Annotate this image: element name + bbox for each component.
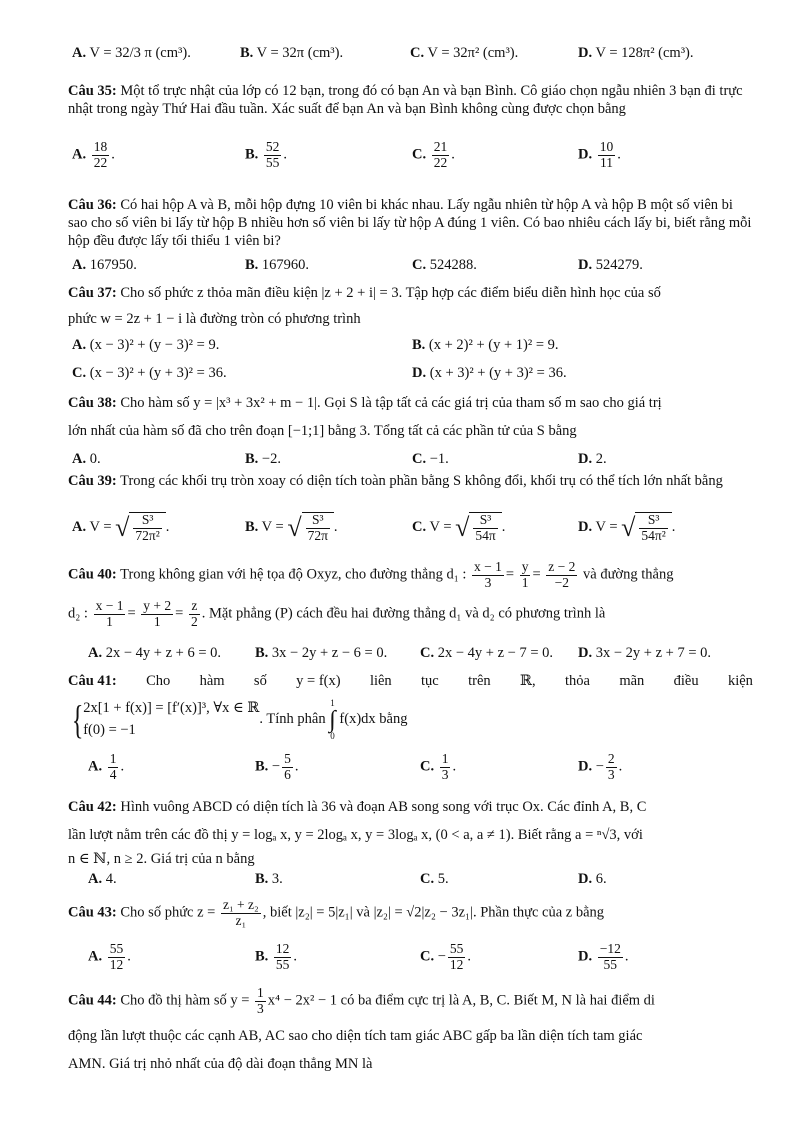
q41-option-b: B. − $\frac{5}{6}$ .	[255, 751, 299, 782]
q36-option-a: A. 167950.	[72, 257, 137, 273]
q44-label: Câu 44:	[68, 992, 117, 1009]
q42-option-b: B. 3.	[255, 871, 283, 887]
q38-line1: Cho hàm số y = |x³ + 3x² + m − 1|. Gọi S là tập tất cả các giá trị của tham số m sao cho giá trị	[120, 395, 662, 411]
q37-label: Câu 37:	[68, 285, 117, 301]
q36-stem	[68, 196, 753, 250]
q36-text: Có hai hộp A và B, mỗi hộp đựng 10 viên bi khác nhau. Lấy ngẫu nhiên từ hộp A và hộp B một số viên bi sao cho số viên bi lấy từ hộp B nhiều hơn số viên bi lấy từ hộp A đúng 1 viên. Có bao nhiêu cách lấy bi, biết rằng mỗi hộp đều được lấy tối thiểu 1 viên bi?	[68, 197, 752, 250]
q35-label: Câu 35:	[68, 83, 117, 99]
q42-label: Câu 42:	[68, 799, 117, 815]
q41-label: Câu 41:	[68, 673, 117, 689]
q43-stem: Câu 43: Cho số phức z = $\frac{\text{z₁ + z₂}}{\text{z₁}}$ , biết |z₂| = 5|z₁| và |z₂| = √2|z₂ − 3z₁|. Phần thực của z bằng	[68, 897, 605, 928]
q39-stem	[68, 472, 753, 490]
q36-option-d: D. 524279.	[578, 257, 643, 273]
q37-options-row1	[0, 336, 793, 360]
q40-option-b: B. 3x − 2y + z − 6 = 0.	[255, 645, 388, 661]
q40-stem: Câu 40: Trong không gian với hệ tọa độ Oxyz, cho đường thẳng d₁ : $\frac{x - 1}{3}$ = $\frac{y}{1}$ = $\frac{z - 2}{-2}$ và đường thẳng d₂ : $\frac{x - 1}{1}$ = $\frac{y + 2}{1}$ = $\frac{z}{2}$ . Mặt phẳng (P) cách đều hai đường thẳng d₁ và d₂ có phương trình là	[68, 559, 674, 629]
q40-label: Câu 40:	[68, 566, 117, 583]
q35-options	[0, 140, 793, 180]
q37-line1: Cho số phức z thỏa mãn điều kiện |z + 2 + i| = 3. Tập hợp các điểm biểu diễn hình học của số	[120, 285, 661, 301]
q40-option-a: A. 2x − 4y + z + 6 = 0.	[88, 645, 222, 661]
q39-option-b: B. V = √ $\frac{\text{S³}}{72\pi}$ .	[245, 512, 338, 543]
q42-stem: Câu 42: Hình vuông ABCD có diện tích là 36 và đoạn AB song song với trục Ox. Các đỉnh A, B, C lần lượt nằm trên các đồ thị y = logₐ x, y = 2logₐ x, y = 3logₐ x, (0 < a, a ≠ 1). Biết rằng a = ⁿ√3, với n ∈ ℕ, n ≥ 2. Giá trị của n bằng	[68, 799, 647, 868]
q36-options	[0, 256, 793, 280]
q34-options	[0, 44, 793, 68]
q41-stem-line1: Câu 41: Cho hàm số y = f(x) liên tục trên ℝ, thỏa mãn điều kiện	[68, 673, 753, 689]
q38-label: Câu 38:	[68, 395, 117, 411]
q35-stem	[68, 82, 753, 118]
q41-options	[0, 752, 793, 792]
q39-label: Câu 39:	[68, 473, 117, 489]
q38-options	[0, 450, 793, 474]
q40-option-d: D. 3x − 2y + z + 7 = 0.	[578, 645, 712, 661]
integral-symbol: 1 ∫ 0	[329, 697, 336, 741]
q38-option-a: A. 0.	[72, 451, 101, 467]
q38-line2: lớn nhất của hàm số đã cho trên đoạn [−1;1] bằng 3. Tổng tất cả các phần tử của S bằng	[68, 423, 577, 440]
q38-option-d: D. 2.	[578, 451, 607, 467]
q43-options	[0, 942, 793, 982]
q43-label: Câu 43:	[68, 904, 117, 921]
q42-options	[0, 870, 793, 894]
q35-text: Một tổ trực nhật của lớp có 12 bạn, trong đó có bạn An và bạn Bình. Cô giáo chọn ngẫu nhiên 3 bạn đi trực nhật trong ngày Thứ Hai đầu tuần. Xác suất để bạn An và bạn Bình không cùng được chọn bằng	[68, 83, 743, 118]
q42-option-a: A. 4.	[88, 871, 117, 887]
q41-option-c: C. $\frac{1}{3}$ .	[420, 751, 457, 782]
q39-option-c: C. V = √ $\frac{\text{S³}}{54\pi}$ .	[412, 512, 506, 543]
q41-stem-line2: { 2x[1 + f(x)] = [f′(x)]³, ∀x ∈ ℝ f(0) = −1 . Tính phân 1 ∫ 0 f(x)dx bằng	[71, 696, 408, 742]
q41-option-a: A. $\frac{1}{4}$ .	[88, 751, 125, 782]
q37-stem	[68, 284, 753, 328]
q35-option-c: C. $\frac{21}{22}$ .	[412, 139, 455, 170]
q37-option-b: B. (x + 2)² + (y + 1)² = 9.	[412, 337, 559, 353]
q34-option-c: C. V = 32π² (cm³).	[410, 45, 519, 61]
q38-option-c: C. −1.	[412, 451, 449, 467]
q34-option-a: A. V = 32/3 π (cm³).	[72, 45, 191, 61]
q43-option-a: A. $\frac{55}{12}$ .	[88, 941, 131, 972]
q35-option-b: B. $\frac{52}{55}$ .	[245, 139, 288, 170]
q39-options	[0, 512, 793, 558]
q38-stem	[68, 394, 753, 440]
q37-option-c: C. (x − 3)² + (y + 3)² = 36.	[72, 365, 227, 381]
q39-option-a: A. V = √ $\frac{\text{S³}}{\text{72π²}}$ .	[72, 512, 170, 543]
q38-option-b: B. −2.	[245, 451, 281, 467]
q34-option-b: B. V = 32π (cm³).	[240, 45, 344, 61]
q34-option-d: D. V = 128π² (cm³).	[578, 45, 694, 61]
q43-option-b: B. $\frac{12}{55}$ .	[255, 941, 298, 972]
q36-option-c: C. 524288.	[412, 257, 477, 273]
q43-option-c: C. − $\frac{55}{12}$ .	[420, 941, 472, 972]
q35-option-d: D. $\frac{10}{11}$ .	[578, 139, 621, 170]
q36-option-b: B. 167960.	[245, 257, 310, 273]
q37-options-row2	[0, 364, 793, 388]
q36-label: Câu 36:	[68, 197, 117, 213]
q42-option-c: C. 5.	[420, 871, 449, 887]
q44-stem: Câu 44: Cho đồ thị hàm số y = $\frac{1}{3}$ x⁴ − 2x² − 1 có ba điểm cực trị là A, B, C. Biết M, N là hai điểm di động lần lượt thuộc các cạnh AB, AC sao cho diện tích tam giác ABC gấp ba lần diện tích tam giác AMN. Giá trị nhỏ nhất của độ dài đoạn thẳng MN là	[68, 985, 655, 1072]
q43-option-d: D. $\frac{-12}{55}$ .	[578, 941, 629, 972]
q42-option-d: D. 6.	[578, 871, 607, 887]
q41-system: 2x[1 + f(x)] = [f′(x)]³, ∀x ∈ ℝ f(0) = −1	[83, 700, 260, 738]
q40-option-c: C. 2x − 4y + z − 7 = 0.	[420, 645, 554, 661]
q37-option-a: A. (x − 3)² + (y − 3)² = 9.	[72, 337, 220, 353]
q40-options	[0, 644, 793, 668]
q35-option-a: A. $\frac{18}{22}$ .	[72, 139, 115, 170]
q37-line2: phức w = 2z + 1 − i là đường tròn có phương trình	[68, 311, 361, 328]
q41-option-d: D. − $\frac{2}{3}$ .	[578, 751, 623, 782]
q37-option-d: D. (x + 3)² + (y + 3)² = 36.	[412, 365, 567, 381]
q39-text: Trong các khối trụ tròn xoay có diện tích toàn phần bằng S không đổi, khối trụ có thể tích lớn nhất bằng	[120, 473, 723, 489]
q39-option-d: D. V = √ $\frac{\text{S³}}{\text{54π²}}$ .	[578, 512, 676, 543]
